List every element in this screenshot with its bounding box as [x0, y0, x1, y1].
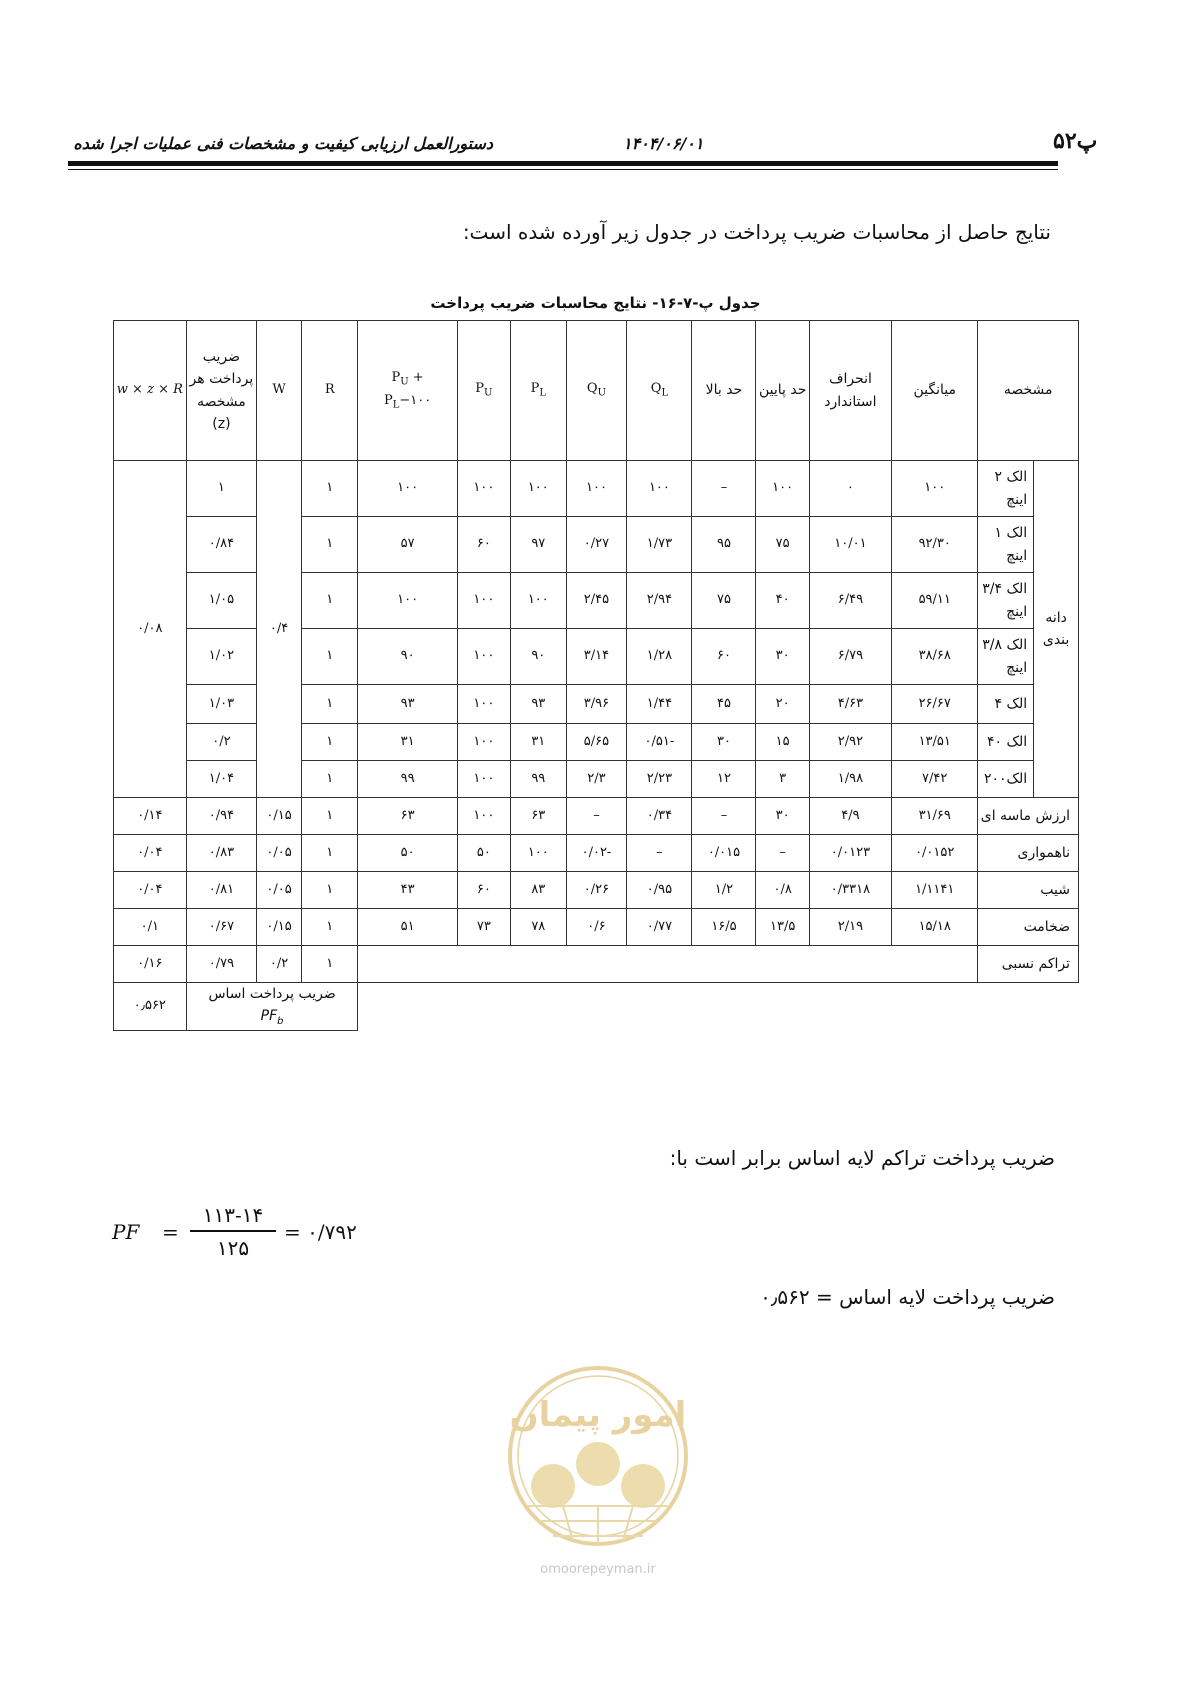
cell-sum: ۱۰۰ [358, 461, 457, 517]
header-qu: $Q_U$ [566, 321, 627, 461]
cell-r: ۱ [301, 461, 358, 517]
cell-z: ۰/۸۱ [186, 872, 256, 909]
cell-upper: – [692, 798, 756, 835]
cell-mean: ۱۰۰ [892, 461, 978, 517]
cell-std: ۰ [809, 461, 891, 517]
header-std: انحراف استاندارد [809, 321, 891, 461]
header-r: R [301, 321, 358, 461]
cell-mean: ۰/۰۱۵۲ [892, 835, 978, 872]
cell-sum: ۹۹ [358, 761, 457, 798]
cell-pu: ۱۰۰ [457, 573, 510, 629]
base-row [114, 983, 1079, 1031]
cell-wzr: ۰/۱۴ [114, 798, 187, 835]
cell-r: ۱ [301, 724, 358, 761]
cell-z: ۱/۰۲ [186, 629, 256, 685]
cell-std: ۶/۴۹ [809, 573, 891, 629]
cell-r: ۱ [301, 835, 358, 872]
compaction-w: ۰/۲ [257, 946, 302, 983]
cell-pl: ۱۰۰ [511, 835, 566, 872]
cell-qu: ۰/۲۶ [566, 872, 627, 909]
formula-denominator: ۱۲۵ [216, 1236, 250, 1260]
base-pay-factor-line: ضریب پرداخت لایه اساس = ۰٫۵۶۲ [760, 1285, 1055, 1309]
header-lower: حد پایین [756, 321, 809, 461]
logo-text: امور پیمان [509, 1395, 687, 1435]
cell-ql: ۱/۷۳ [627, 517, 692, 573]
header-z: ضریب پرداخت هر مشخصه (z) [186, 321, 256, 461]
header-ql: $Q_L$ [627, 321, 692, 461]
compaction-label: تراکم نسبی [978, 946, 1079, 983]
grading-group-label: دانه بندی [1034, 461, 1079, 798]
cell-mean: ۱۵/۱۸ [892, 909, 978, 946]
cell-qu: ۳/۹۶ [566, 685, 627, 724]
compaction-r: ۱ [301, 946, 358, 983]
cell-std: ۱/۹۸ [809, 761, 891, 798]
cell-ql: ۰/۷۷ [627, 909, 692, 946]
cell-pl: ۹۷ [511, 517, 566, 573]
feature-label: شیب [978, 872, 1079, 909]
cell-z: ۱ [186, 461, 256, 517]
cell-z: ۱/۰۳ [186, 685, 256, 724]
cell-upper: – [692, 461, 756, 517]
cell-ql: ۰/۳۴ [627, 798, 692, 835]
cell-mean: ۱۳/۵۱ [892, 724, 978, 761]
cell-pl: ۹۹ [511, 761, 566, 798]
cell-lower: ۲۰ [756, 685, 809, 724]
cell-sum: ۹۰ [358, 629, 457, 685]
cell-r: ۱ [301, 573, 358, 629]
compaction-z: ۰/۷۹ [186, 946, 256, 983]
sieve-label: الک ۳/۸ اینچ [978, 629, 1034, 685]
cell-w: ۰/۰۵ [257, 835, 302, 872]
header-sum: $P_U$ + $P_L-۱۰۰$ [358, 321, 457, 461]
header-rule-thick [68, 161, 1058, 166]
cell-pu: ۶۰ [457, 872, 510, 909]
intro-paragraph: نتایج حاصل از محاسبات ضریب پرداخت در جدول زیر آورده شده است: [462, 220, 1051, 244]
cell-std: ۱۰/۰۱ [809, 517, 891, 573]
watermark-site: omoorepeyman.ir [540, 1562, 656, 1577]
sieve-label: الک۲۰۰ [978, 761, 1034, 798]
header-title: دستورالعمل ارزیابی کیفیت و مشخصات فنی عملیات اجرا شده [73, 134, 493, 153]
cell-lower: ۱۵ [756, 724, 809, 761]
cell-pl: ۳۱ [511, 724, 566, 761]
cell-lower: ۳۰ [756, 629, 809, 685]
cell-mean: ۳۸/۶۸ [892, 629, 978, 685]
cell-qu: -۰/۰۲ [566, 835, 627, 872]
header-mean: میانگین [892, 321, 978, 461]
cell-pl: ۱۰۰ [511, 461, 566, 517]
cell-r: ۱ [301, 798, 358, 835]
cell-qu: ۰/۶ [566, 909, 627, 946]
cell-pu: ۱۰۰ [457, 761, 510, 798]
cell-w: ۰/۱۵ [257, 909, 302, 946]
base-value: ۰٫۵۶۲ [114, 983, 187, 1031]
cell-r: ۱ [301, 872, 358, 909]
header-upper: حد بالا [692, 321, 756, 461]
cell-pl: ۹۰ [511, 629, 566, 685]
page-header [68, 126, 1098, 156]
cell-r: ۱ [301, 685, 358, 724]
cell-upper: ۴۵ [692, 685, 756, 724]
cell-qu: – [566, 798, 627, 835]
cell-sum: ۴۳ [358, 872, 457, 909]
cell-z: ۰/۸۳ [186, 835, 256, 872]
cell-sum: ۳۱ [358, 724, 457, 761]
cell-lower: ۴۰ [756, 573, 809, 629]
cell-wzr: ۰/۰۴ [114, 872, 187, 909]
cell-upper: ۱/۲ [692, 872, 756, 909]
table-caption: جدول پ-۷-۱۶- نتایج محاسبات ضریب پرداخت [430, 294, 761, 312]
cell-std: ۰/۰۱۲۳ [809, 835, 891, 872]
cell-upper: ۱۶/۵ [692, 909, 756, 946]
cell-ql: – [627, 835, 692, 872]
cell-std: ۶/۷۹ [809, 629, 891, 685]
formula-lhs: PF [112, 1220, 140, 1244]
feature-row [114, 872, 1079, 909]
cell-ql: ۱۰۰ [627, 461, 692, 517]
cell-pl: ۶۳ [511, 798, 566, 835]
cell-pl: ۹۳ [511, 685, 566, 724]
cell-mean: ۱/۱۱۴۱ [892, 872, 978, 909]
formula-fraction [190, 1200, 276, 1262]
cell-ql: -۰/۵۱ [627, 724, 692, 761]
cell-z: ۰/۶۷ [186, 909, 256, 946]
cell-pu: ۱۰۰ [457, 685, 510, 724]
cell-qu: ۲/۳ [566, 761, 627, 798]
cell-pl: ۸۳ [511, 872, 566, 909]
cell-sum: ۹۳ [358, 685, 457, 724]
cell-r: ۱ [301, 761, 358, 798]
watermark-logo-icon [498, 1356, 698, 1566]
cell-sum: ۵۱ [358, 909, 457, 946]
cell-lower: ۰/۸ [756, 872, 809, 909]
cell-std: ۲/۹۲ [809, 724, 891, 761]
sieve-label: الک ۴۰ [978, 724, 1034, 761]
cell-z: ۱/۰۵ [186, 573, 256, 629]
cell-pu: ۵۰ [457, 835, 510, 872]
cell-qu: ۳/۱۴ [566, 629, 627, 685]
feature-row [114, 835, 1079, 872]
sieve-label: الک ۳/۴ اینچ [978, 573, 1034, 629]
formula-result: = ۰/۷۹۲ [284, 1220, 357, 1244]
cell-sum: ۱۰۰ [358, 573, 457, 629]
pay-factor-table [113, 320, 1079, 1031]
grading-w: ۰/۴ [257, 461, 302, 798]
cell-lower: ۳ [756, 761, 809, 798]
compaction-wzr: ۰/۱۶ [114, 946, 187, 983]
cell-qu: ۵/۶۵ [566, 724, 627, 761]
header-w: W [257, 321, 302, 461]
base-label: ضریب پرداخت اساس $PF_b$ [186, 983, 358, 1031]
cell-std: ۲/۱۹ [809, 909, 891, 946]
feature-row [114, 909, 1079, 946]
feature-label: ضخامت [978, 909, 1079, 946]
sieve-label: الک ۲ اینچ [978, 461, 1034, 517]
cell-sum: ۵۷ [358, 517, 457, 573]
cell-std: ۴/۹ [809, 798, 891, 835]
cell-ql: ۲/۲۳ [627, 761, 692, 798]
formula-numerator: ۱۱۳-۱۴ [202, 1203, 264, 1227]
compaction-row [114, 946, 1079, 983]
cell-pu: ۱۰۰ [457, 798, 510, 835]
cell-upper: ۱۲ [692, 761, 756, 798]
cell-wzr: ۰/۱ [114, 909, 187, 946]
cell-pl: ۷۸ [511, 909, 566, 946]
cell-ql: ۱/۲۸ [627, 629, 692, 685]
cell-mean: ۹۲/۳۰ [892, 517, 978, 573]
cell-mean: ۵۹/۱۱ [892, 573, 978, 629]
cell-sum: ۵۰ [358, 835, 457, 872]
header-pu: $P_U$ [457, 321, 510, 461]
cell-z: ۰/۹۴ [186, 798, 256, 835]
header-feature: مشخصه [978, 321, 1079, 461]
cell-mean: ۳۱/۶۹ [892, 798, 978, 835]
cell-wzr: ۰/۰۴ [114, 835, 187, 872]
cell-upper: ۳۰ [692, 724, 756, 761]
cell-r: ۱ [301, 909, 358, 946]
feature-label: ناهمواری [978, 835, 1079, 872]
page-number: پ۵۲ [1053, 128, 1098, 154]
cell-mean: ۷/۴۲ [892, 761, 978, 798]
cell-ql: ۰/۹۵ [627, 872, 692, 909]
formula-equals: = [162, 1220, 179, 1244]
header-pl: $P_L$ [511, 321, 566, 461]
cell-pu: ۱۰۰ [457, 629, 510, 685]
cell-pl: ۱۰۰ [511, 573, 566, 629]
cell-lower: ۱۳/۵ [756, 909, 809, 946]
cell-lower: ۱۰۰ [756, 461, 809, 517]
cell-mean: ۲۶/۶۷ [892, 685, 978, 724]
cell-sum: ۶۳ [358, 798, 457, 835]
cell-ql: ۱/۴۴ [627, 685, 692, 724]
cell-upper: ۰/۰۱۵ [692, 835, 756, 872]
cell-w: ۰/۱۵ [257, 798, 302, 835]
header-wzr: w × z × R [114, 321, 187, 461]
compaction-empty [358, 946, 978, 983]
cell-pu: ۱۰۰ [457, 461, 510, 517]
cell-r: ۱ [301, 629, 358, 685]
cell-lower: – [756, 835, 809, 872]
cell-std: ۴/۶۳ [809, 685, 891, 724]
cell-upper: ۹۵ [692, 517, 756, 573]
cell-upper: ۶۰ [692, 629, 756, 685]
base-blank [358, 983, 1079, 1031]
grading-row [114, 461, 1079, 517]
cell-qu: ۱۰۰ [566, 461, 627, 517]
header-date: ۱۴۰۴/۰۶/۰۱ [623, 134, 704, 153]
cell-w: ۰/۰۵ [257, 872, 302, 909]
cell-ql: ۲/۹۴ [627, 573, 692, 629]
cell-pu: ۶۰ [457, 517, 510, 573]
cell-qu: ۲/۴۵ [566, 573, 627, 629]
cell-lower: ۳۰ [756, 798, 809, 835]
cell-z: ۱/۰۴ [186, 761, 256, 798]
feature-row [114, 798, 1079, 835]
cell-z: ۰/۸۴ [186, 517, 256, 573]
table-header-row [114, 321, 1079, 461]
cell-pu: ۱۰۰ [457, 724, 510, 761]
cell-z: ۰/۲ [186, 724, 256, 761]
cell-r: ۱ [301, 517, 358, 573]
header-rule-thin [68, 169, 1058, 170]
cell-std: ۰/۳۳۱۸ [809, 872, 891, 909]
cell-upper: ۷۵ [692, 573, 756, 629]
feature-label: ارزش ماسه ای [978, 798, 1079, 835]
cell-pu: ۷۳ [457, 909, 510, 946]
sieve-label: الک ۴ [978, 685, 1034, 724]
sieve-label: الک ۱ اینچ [978, 517, 1034, 573]
cell-lower: ۷۵ [756, 517, 809, 573]
compaction-paragraph: ضریب پرداخت تراکم لایه اساس برابر است با: [669, 1146, 1055, 1170]
cell-qu: ۰/۲۷ [566, 517, 627, 573]
grading-wzr: ۰/۰۸ [114, 461, 187, 798]
